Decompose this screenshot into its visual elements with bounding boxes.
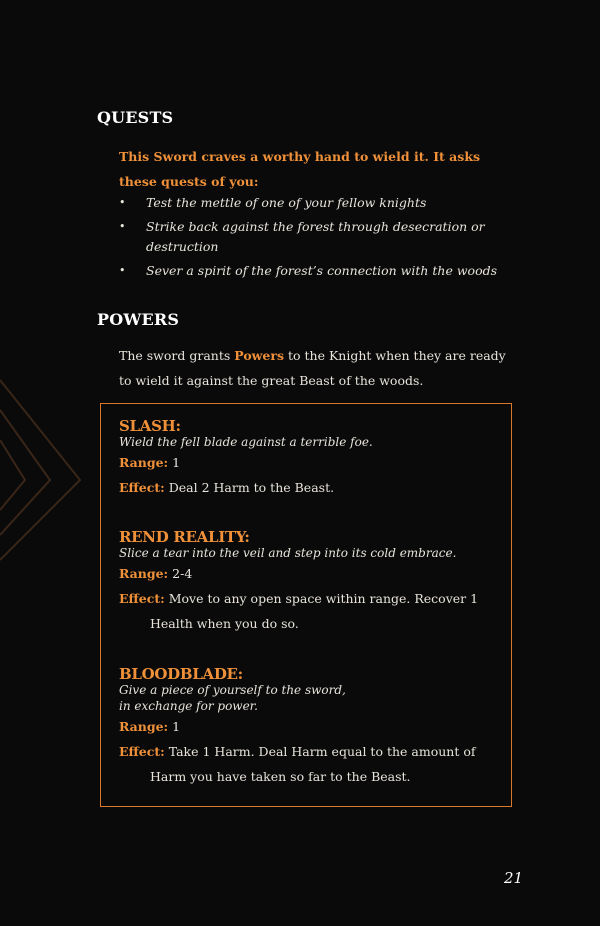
effect-value: Take 1 Harm. Deal Harm equal to the amount of Harm you have taken so far to the Beast.	[150, 744, 476, 784]
powers-intro-text: The sword grants	[119, 348, 235, 363]
power-bloodblade	[119, 666, 499, 789]
range-value: 1	[172, 719, 181, 734]
range-label: Range:	[119, 455, 169, 470]
range-value: 1	[172, 455, 181, 470]
powers-intro	[119, 343, 509, 393]
effect-label: Effect:	[119, 480, 165, 495]
power-range	[119, 714, 499, 739]
power-range	[119, 561, 499, 586]
effect-value: Deal 2 Harm to the Beast.	[168, 480, 335, 495]
range-label: Range:	[119, 719, 169, 734]
range-label: Range:	[119, 566, 169, 581]
effect-value: Move to any open space within range. Recover 1 Health when you do so.	[150, 591, 479, 631]
power-rend-reality	[119, 529, 499, 636]
power-effect	[119, 475, 499, 500]
powers-keyword: Powers	[234, 348, 284, 363]
powers-box	[100, 403, 512, 807]
power-description: Give a piece of yourself to the sword, in exchange for power.	[119, 683, 346, 713]
list-item: • Test the mettle of one of your fellow knights	[119, 193, 509, 213]
power-effect	[119, 586, 499, 636]
powers-intro-text: to the Knight when they are ready to wield it against the great Beast of the woods.	[119, 348, 506, 388]
list-item: • Sever a spirit of the forest’s connection with the woods	[119, 261, 509, 281]
quests-intro: This Sword craves a worthy hand to wield it. It asks these quests of you:	[119, 149, 481, 189]
power-description: Slice a tear into the veil and step into its cold embrace.	[119, 546, 457, 560]
power-name: BLOODBLADE:	[119, 665, 243, 683]
effect-label: Effect:	[119, 591, 165, 606]
powers-heading: POWERS	[97, 310, 180, 329]
power-description: Wield the fell blade against a terrible foe.	[119, 435, 373, 449]
page-number: 21	[504, 869, 524, 887]
power-range	[119, 450, 499, 475]
power-slash	[119, 418, 499, 500]
range-value: 2-4	[172, 566, 193, 581]
quest-list	[119, 193, 509, 285]
power-name: REND REALITY:	[119, 528, 250, 546]
effect-label: Effect:	[119, 744, 165, 759]
decorative-crystal-outline	[0, 370, 90, 570]
quests-heading: QUESTS	[97, 108, 174, 127]
power-name: SLASH:	[119, 417, 181, 435]
power-effect	[119, 739, 499, 789]
list-item: • Strike back against the forest through desecration or destruction	[119, 217, 509, 257]
